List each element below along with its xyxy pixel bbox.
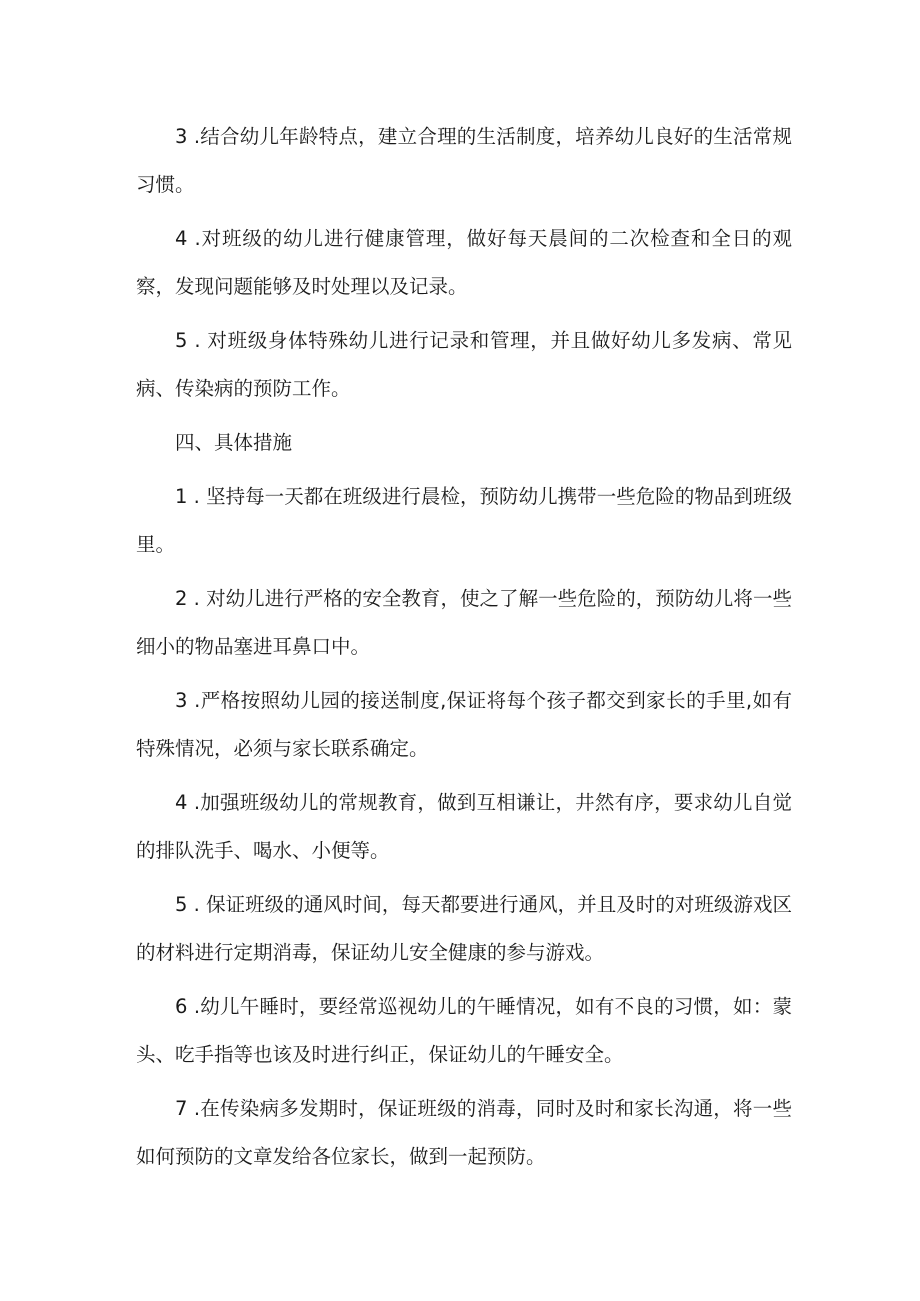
measure-item-1 [136,473,792,569]
item-text: . 对幼儿进行严格的安全教育，使之了解一些危险的，预防幼儿将一些细小的物品塞进耳鼻口中。 [136,587,792,658]
item-number: 7 [175,1097,188,1120]
measure-item-3 [136,677,792,773]
item-number: 1 [175,485,188,508]
item-number: 2 [175,587,188,610]
measure-item-5 [136,881,792,977]
document-body [136,113,792,1187]
measure-item-4 [136,779,792,875]
section-heading: 四、具体措施 [175,431,293,454]
item-number: 4 [175,791,188,814]
item-text: . 保证班级的通风时间，每天都要进行通风，并且及时的对班级游戏区的材料进行定期消毒，保证幼儿安全健康的参与游戏。 [136,893,792,964]
item-text: .加强班级幼儿的常规教育，做到互相谦让，井然有序，要求幼儿自觉的排队洗手、喝水、小便等。 [136,791,792,862]
item-text: . 坚持每一天都在班级进行晨检，预防幼儿携带一些危险的物品到班级里。 [136,485,792,556]
item-text: .结合幼儿年龄特点，建立合理的生活制度，培养幼儿良好的生活常规习惯。 [136,125,792,196]
paragraph-item-4 [136,215,792,311]
paragraph-item-3 [136,113,792,209]
item-text: .幼儿午睡时，要经常巡视幼儿的午睡情况，如有不良的习惯，如：蒙头、吃手指等也该及时进行纠正，保证幼儿的午睡安全。 [136,995,792,1066]
item-number: 6 [175,995,188,1018]
item-number: 5 [175,329,188,352]
item-text: .对班级的幼儿进行健康管理，做好每天晨间的二次检查和全日的观察，发现问题能够及时处理以及记录。 [136,227,792,298]
item-number: 5 [175,893,188,916]
paragraph-item-5 [136,317,792,413]
item-text: .严格按照幼儿园的接送制度,保证将每个孩子都交到家长的手里,如有特殊情况，必须与家长联系确定。 [136,689,792,760]
item-text: . 对班级身体特殊幼儿进行记录和管理，并且做好幼儿多发病、常见病、传染病的预防工作。 [136,329,792,400]
item-text: .在传染病多发期时，保证班级的消毒，同时及时和家长沟通，将一些如何预防的文章发给各位家长，做到一起预防。 [136,1097,792,1168]
measure-item-2 [136,575,792,671]
item-number: 3 [175,125,188,148]
measure-item-6 [136,983,792,1079]
measure-item-7 [136,1085,792,1181]
item-number: 4 [175,227,188,250]
item-number: 3 [175,689,188,712]
